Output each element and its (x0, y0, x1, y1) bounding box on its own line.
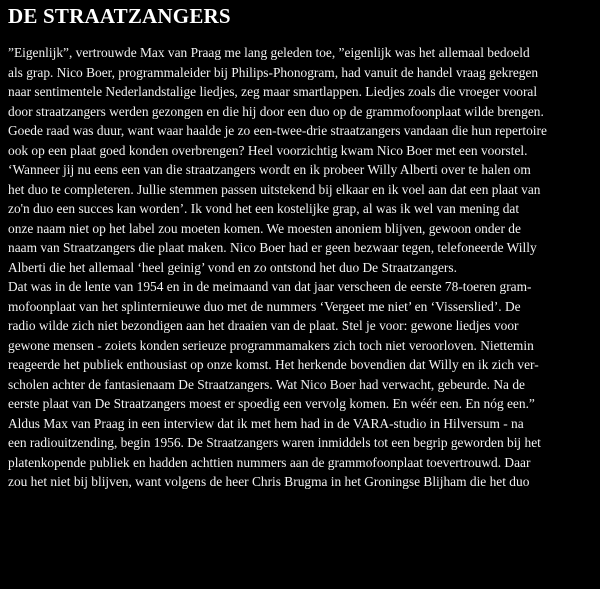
text-line: reageerde het publiek enthousiast op onze komst. Het herkende bovendien dat Willy en ik zich ver- (8, 357, 539, 372)
text-line: eerste plaat van De Straatzangers moest er spoedig een vervolg komen. En wéér een. En nóg een.” (8, 396, 535, 411)
text-line: Alberti die het allemaal ‘heel geinig’ vond en zo ontstond het duo De Straatzangers. (8, 259, 457, 275)
text-line: door straatzangers werden gezongen en die hij door een duo op de grammofoonplaat wilde brengen. (8, 103, 544, 119)
text-line: gewone mensen - zoiets konden serieuze programmamakers zich toch niet veroorloven. Niettemin (8, 337, 534, 353)
text-line: Aldus Max van Praag in een interview dat ik met hem had in de VARA-studio in Hilversum - na (8, 415, 524, 431)
article-body (8, 43, 598, 492)
text-line: mofoonplaat van het splinternieuwe duo met de nummers ‘Vergeet me niet’ en ‘Visserslied’. De (8, 298, 521, 314)
text-line: Dat was in de lente van 1954 en in de meimaand van dat jaar verscheen de eerste 78-toeren gram- (8, 279, 532, 294)
text-line: zou het niet bij blijven, want volgens de heer Chris Brugma in het Groningse Blijham die het duo (8, 474, 530, 489)
text-line: Goede raad was duur, want waar haalde je zo een-twee-drie straatzangers vandaan die hun repertoire (8, 123, 547, 138)
text-line: het duo te completeren. Jullie stemmen passen uitstekend bij elkaar en ik voel aan dat een plaat van (8, 181, 541, 197)
text-line: als grap. Nico Boer, programmaleider bij Philips-Phonogram, had vanuit de handel vraag gekregen (8, 64, 539, 80)
text-line: radio wilde zich niet bezondigen aan het draaien van de plaat. Stel je voor: gewone liedjes voor (8, 318, 519, 333)
text-line: ”Eigenlijk”, vertrouwde Max van Praag me lang geleden toe, ”eigenlijk was het allemaal bedoeld (8, 45, 530, 60)
text-line: platenkopende publiek en hadden achttien nummers aan de grammofoonplaat toevertrouwd. Daar (8, 454, 531, 470)
text-line: zo'n duo een succes kan worden’. Ik vond het een kostelijke grap, al was ik wel van mening dat (8, 201, 520, 216)
text-line: ook op een plaat goed konden overbrengen? Heel voorzichtig kwam Nico Boer met een voorstel. (8, 142, 528, 158)
text-line: ‘Wanneer jij nu eens een van die straatzangers wordt en ik probeer Willy Alberti over te halen om (8, 162, 531, 177)
text-line: naar sentimentele Nederlandstalige liedjes, zeg maar smartlappen. Liedjes zoals die vroeger vooral (8, 84, 538, 99)
text-line: een radiouitzending, begin 1956. De Straatzangers waren inmiddels tot een begrip geworden bij het (8, 435, 541, 450)
text-line: onze naam niet op het label zou moeten komen. We moesten anoniem blijven, gewoon onder de (8, 220, 521, 236)
text-line: naam van Straatzangers die plaat maken. Nico Boer had er geen bezwaar tegen, telefoneerde Willy (8, 240, 537, 255)
text-line: scholen achter de fantasienaam De Straatzangers. Wat Nico Boer had verwacht, gebeurde. Na de (8, 376, 525, 392)
page-title: DE STRAATZANGERS (8, 4, 231, 28)
